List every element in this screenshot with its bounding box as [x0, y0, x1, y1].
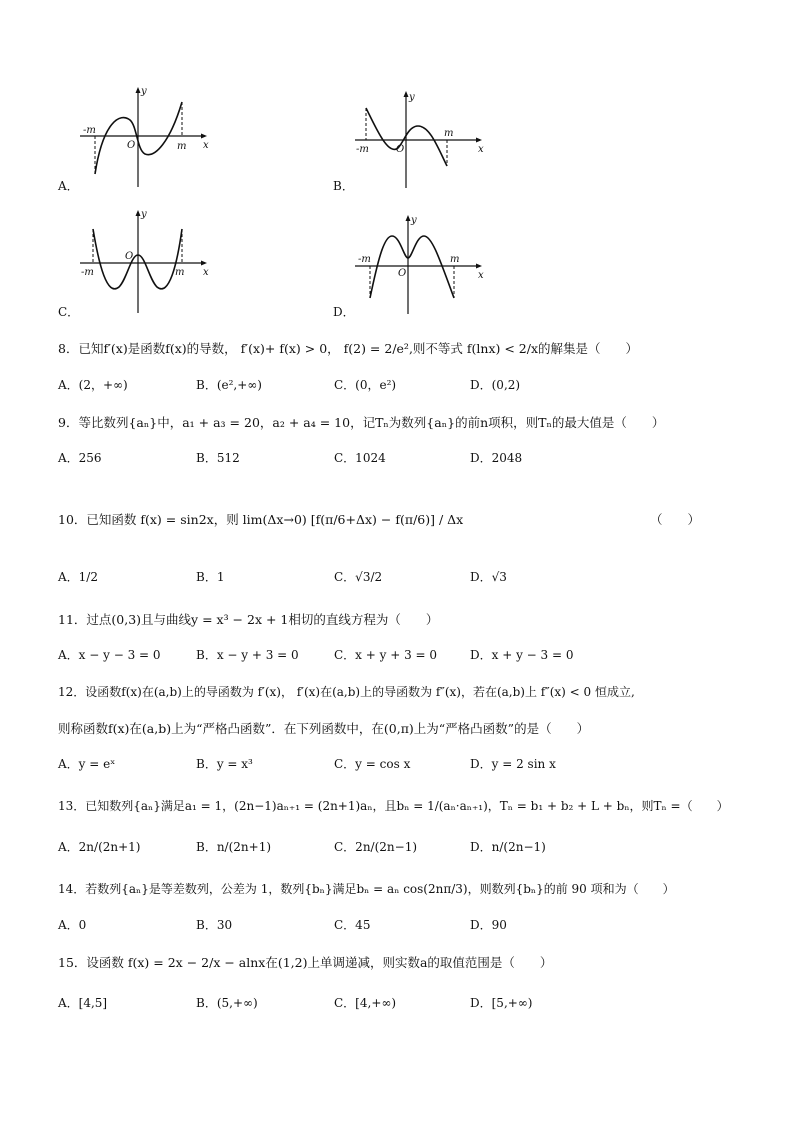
graph-c-label[interactable]: C． [58, 305, 80, 319]
question-14: 14．若数列{aₙ}是等差数列，公差为 1，数列{bₙ}满足bₙ = aₙ cos(2nπ/3)，则数列{bₙ}的前 90 项和为（ ） [58, 882, 675, 896]
question-9: 9．等比数列{aₙ}中，a₁ + a₃ = 20，a₂ + a₄ = 10，记Tₙ为数列{aₙ}的前n项积，则Tₙ的最大值是（ ） [58, 415, 665, 430]
option-15a[interactable]: A．[4,5] [58, 996, 108, 1010]
option-10a[interactable]: A．1/2 [58, 570, 98, 584]
graph-b-x: x [478, 144, 484, 155]
graph-c-y: y [141, 209, 147, 220]
option-8d[interactable]: D．(0,2) [470, 378, 521, 392]
option-11a[interactable]: A．x − y − 3 = 0 [58, 648, 161, 662]
question-10: 10．已知函数 f(x) = sin2x，则 lim(Δx→0) [f(π/6+Δx) − f(π/6)] / Δx [58, 512, 464, 527]
option-11b[interactable]: B．x − y + 3 = 0 [196, 648, 299, 662]
question-8: 8．已知f′(x)是函数f(x)的导数， f′(x)+ f(x) > 0， f(2) = 2/e²,则不等式 f(lnx) < 2/x的解集是（ ） [58, 341, 638, 356]
graph-a-mleft: -m [83, 125, 96, 136]
option-13d[interactable]: D．n/(2n−1) [470, 840, 546, 854]
option-12b[interactable]: B．y = x³ [196, 757, 253, 771]
graph-d [350, 210, 490, 320]
graph-a [75, 82, 215, 192]
graph-b-y: y [409, 92, 415, 103]
option-10b[interactable]: B．1 [196, 570, 225, 584]
option-9a[interactable]: A．256 [58, 451, 102, 465]
option-13c[interactable]: C．2n/(2n−1) [334, 840, 418, 854]
graph-c-o: O [125, 251, 134, 262]
option-9d[interactable]: D．2048 [470, 451, 523, 465]
option-14a[interactable]: A．0 [58, 918, 87, 932]
graph-c-mright: m [175, 267, 185, 278]
option-14d[interactable]: D．90 [470, 918, 507, 932]
option-11c[interactable]: C．x + y + 3 = 0 [334, 648, 438, 662]
graph-b-mright: m [444, 128, 454, 139]
graph-a-label[interactable]: A． [58, 179, 79, 193]
graph-a-o: O [127, 140, 136, 151]
graph-c [75, 205, 215, 317]
option-12c[interactable]: C．y = cos x [334, 757, 411, 771]
graph-b-mleft: -m [356, 144, 369, 155]
question-15: 15．设函数 f(x) = 2x − 2/x − alnx在(1,2)上单调递减，则实数a的取值范围是（ ） [58, 955, 553, 970]
option-13b[interactable]: B．n/(2n+1) [196, 840, 272, 854]
option-15d[interactable]: D．[5,+∞) [470, 996, 533, 1010]
graph-a-y: y [141, 86, 147, 97]
graph-d-label[interactable]: D． [333, 305, 355, 319]
option-9b[interactable]: B．512 [196, 451, 240, 465]
question-10-paren: （ ） [650, 512, 701, 527]
question-12: 12．设函数f(x)在(a,b)上的导函数为 f′(x)， f′(x)在(a,b)上的导函数为 f″(x)，若在(a,b)上 f″(x) < 0 恒成立, [58, 685, 635, 699]
graph-d-y: y [411, 215, 417, 226]
option-8c[interactable]: C．(0，e²) [334, 378, 397, 392]
graph-c-x: x [203, 267, 209, 278]
option-12a[interactable]: A．y = eˣ [58, 757, 116, 771]
graph-d-mright: m [450, 254, 460, 265]
option-13a[interactable]: A．2n/(2n+1) [58, 840, 141, 854]
graph-b-label[interactable]: B． [333, 179, 354, 193]
option-11d[interactable]: D．x + y − 3 = 0 [470, 648, 574, 662]
option-15b[interactable]: B．(5,+∞) [196, 996, 258, 1010]
option-14c[interactable]: C．45 [334, 918, 371, 932]
graph-a-mright: m [177, 141, 187, 152]
option-8a[interactable]: A．(2，+∞) [58, 378, 128, 392]
question-13: 13．已知数列{aₙ}满足a₁ = 1，(2n−1)aₙ₊₁ = (2n+1)aₙ，且bₙ = 1/(aₙ·aₙ₊₁)，Tₙ = b₁ + b₂ + L + bₙ，则Tₙ =（ ） [58, 799, 729, 813]
question-12-line2: 则称函数f(x)在(a,b)上为“严格凸函数”．在下列函数中，在(0,π)上为“严格凸函数”的是（ ） [58, 721, 590, 736]
question-11: 11．过点(0,3)且与曲线y = x³ − 2x + 1相切的直线方程为（ ） [58, 612, 439, 627]
graph-d-x: x [478, 270, 484, 281]
graph-b-o: O [396, 144, 405, 155]
option-15c[interactable]: C．[4,+∞) [334, 996, 397, 1010]
graph-c-mleft: -m [81, 267, 94, 278]
option-10c[interactable]: C．√3/2 [334, 570, 383, 584]
graph-b [350, 88, 490, 198]
option-10d[interactable]: D．√3 [470, 570, 507, 584]
graph-a-x: x [203, 140, 209, 151]
option-8b[interactable]: B．(e²,+∞) [196, 378, 262, 392]
option-14b[interactable]: B．30 [196, 918, 233, 932]
graph-d-o: O [398, 268, 407, 279]
option-9c[interactable]: C．1024 [334, 451, 386, 465]
option-12d[interactable]: D．y = 2 sin x [470, 757, 556, 771]
graph-d-mleft: -m [358, 254, 371, 265]
